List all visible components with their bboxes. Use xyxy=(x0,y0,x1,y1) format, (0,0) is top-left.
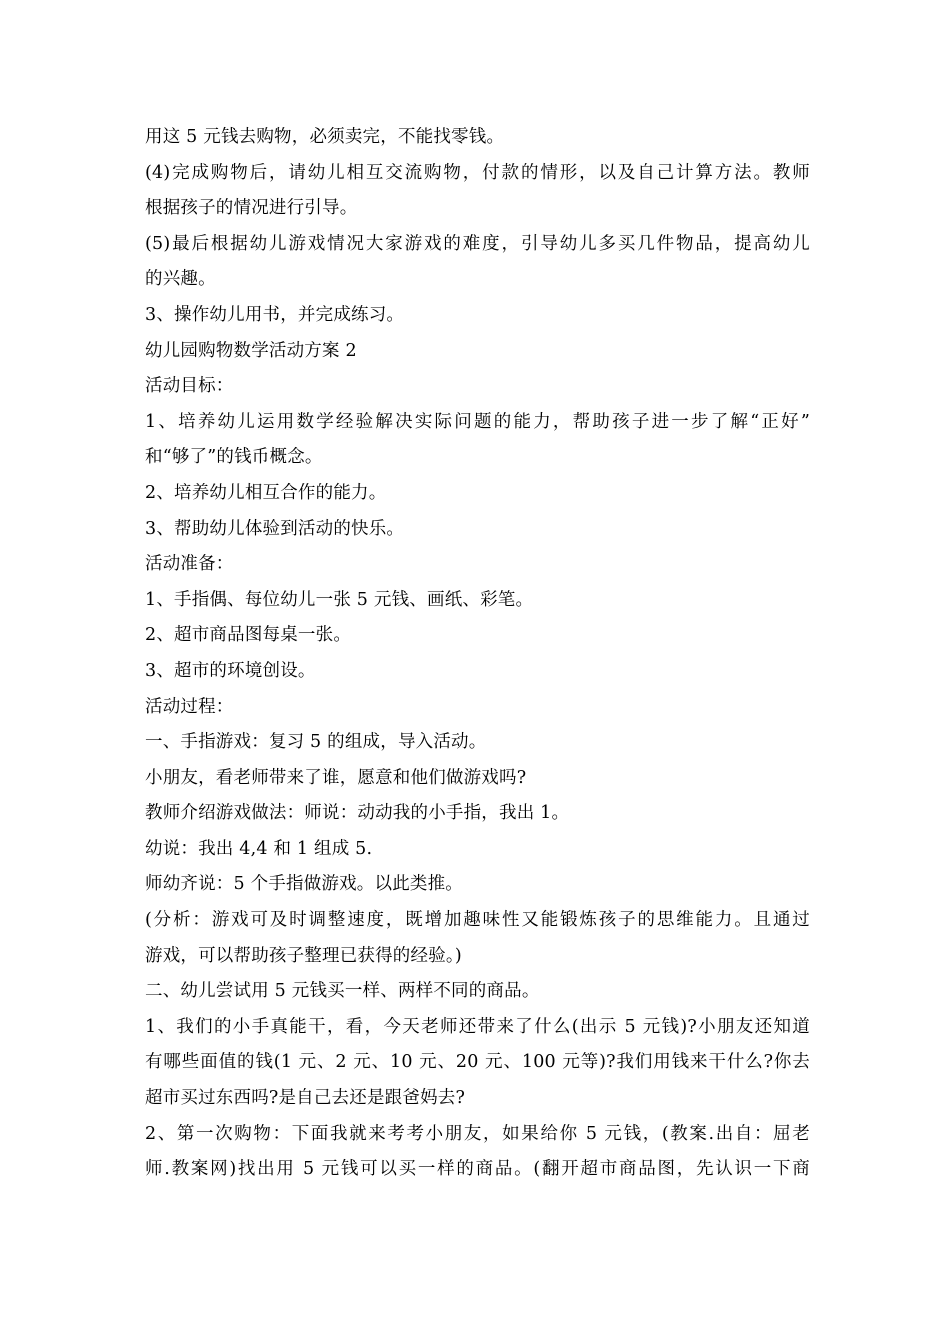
text-line: 2、超市商品图每桌一张。 xyxy=(145,625,352,646)
section-title: 幼儿园购物数学活动方案 2 xyxy=(145,340,357,361)
text-line: 幼说：我出 4,4 和 1 组成 5. xyxy=(145,838,373,859)
text-line: 2、第一次购物：下面我就来考考小朋友，如果给你 5 元钱，(教案.出自：屈老 xyxy=(145,1123,810,1144)
text-line: 根据孩子的情况进行引导。 xyxy=(145,198,358,219)
text-line: 1、我们的小手真能干，看，今天老师还带来了什么(出示 5 元钱)?小朋友还知道 xyxy=(145,1016,810,1037)
text-line: 用这 5 元钱去购物，必须卖完，不能找零钱。 xyxy=(145,127,505,147)
text-line: 2、培养幼儿相互合作的能力。 xyxy=(145,482,387,503)
text-line: 二、幼儿尝试用 5 元钱买一样、两样不同的商品。 xyxy=(145,981,540,1002)
text-line: 小朋友，看老师带来了谁，愿意和他们做游戏吗? xyxy=(145,767,527,788)
text-line: 3、帮助幼儿体验到活动的快乐。 xyxy=(145,518,405,539)
section-heading: 活动过程： xyxy=(145,696,234,717)
text-line: (分析：游戏可及时调整速度，既增加趣味性又能锻炼孩子的思维能力。且通过 xyxy=(145,910,810,931)
text-line: 1、手指偶、每位幼儿一张 5 元钱、画纸、彩笔。 xyxy=(145,589,534,610)
section-heading: 活动准备： xyxy=(145,554,234,575)
text-line: (4)完成购物后，请幼儿相互交流购物，付款的情形，以及自己计算方法。教师 xyxy=(145,162,810,183)
text-line: 的兴趣。 xyxy=(145,269,216,290)
text-line: 3、操作幼儿用书，并完成练习。 xyxy=(145,304,405,325)
text-line: 有哪些面值的钱(1 元、2 元、10 元、20 元、100 元等)?我们用钱来干什么?你去 xyxy=(145,1052,810,1073)
text-line: 1、培养幼儿运用数学经验解决实际问题的能力，帮助孩子进一步了解“正好” xyxy=(145,411,810,432)
text-line: 3、超市的环境创设。 xyxy=(145,660,316,681)
text-line: 超市买过东西吗?是自己去还是跟爸妈去? xyxy=(145,1088,466,1109)
text-line: 教师介绍游戏做法：师说：动动我的小手指，我出 1。 xyxy=(145,803,570,824)
section-heading: 活动目标： xyxy=(145,376,234,397)
document-body xyxy=(145,120,810,1188)
text-line: 和“够了”的钱币概念。 xyxy=(145,447,323,468)
text-line: 一、手指游戏：复习 5 的组成，导入活动。 xyxy=(145,732,487,753)
text-line: (5)最后根据幼儿游戏情况大家游戏的难度，引导幼儿多买几件物品，提高幼儿 xyxy=(145,233,810,254)
text-line: 师.教案网)找出用 5 元钱可以买一样的商品。(翻开超市商品图，先认识一下商 xyxy=(145,1159,810,1180)
text-line: 师幼齐说：5 个手指做游戏。以此类推。 xyxy=(145,874,463,895)
text-line: 游戏，可以帮助孩子整理已获得的经验。) xyxy=(145,945,462,966)
